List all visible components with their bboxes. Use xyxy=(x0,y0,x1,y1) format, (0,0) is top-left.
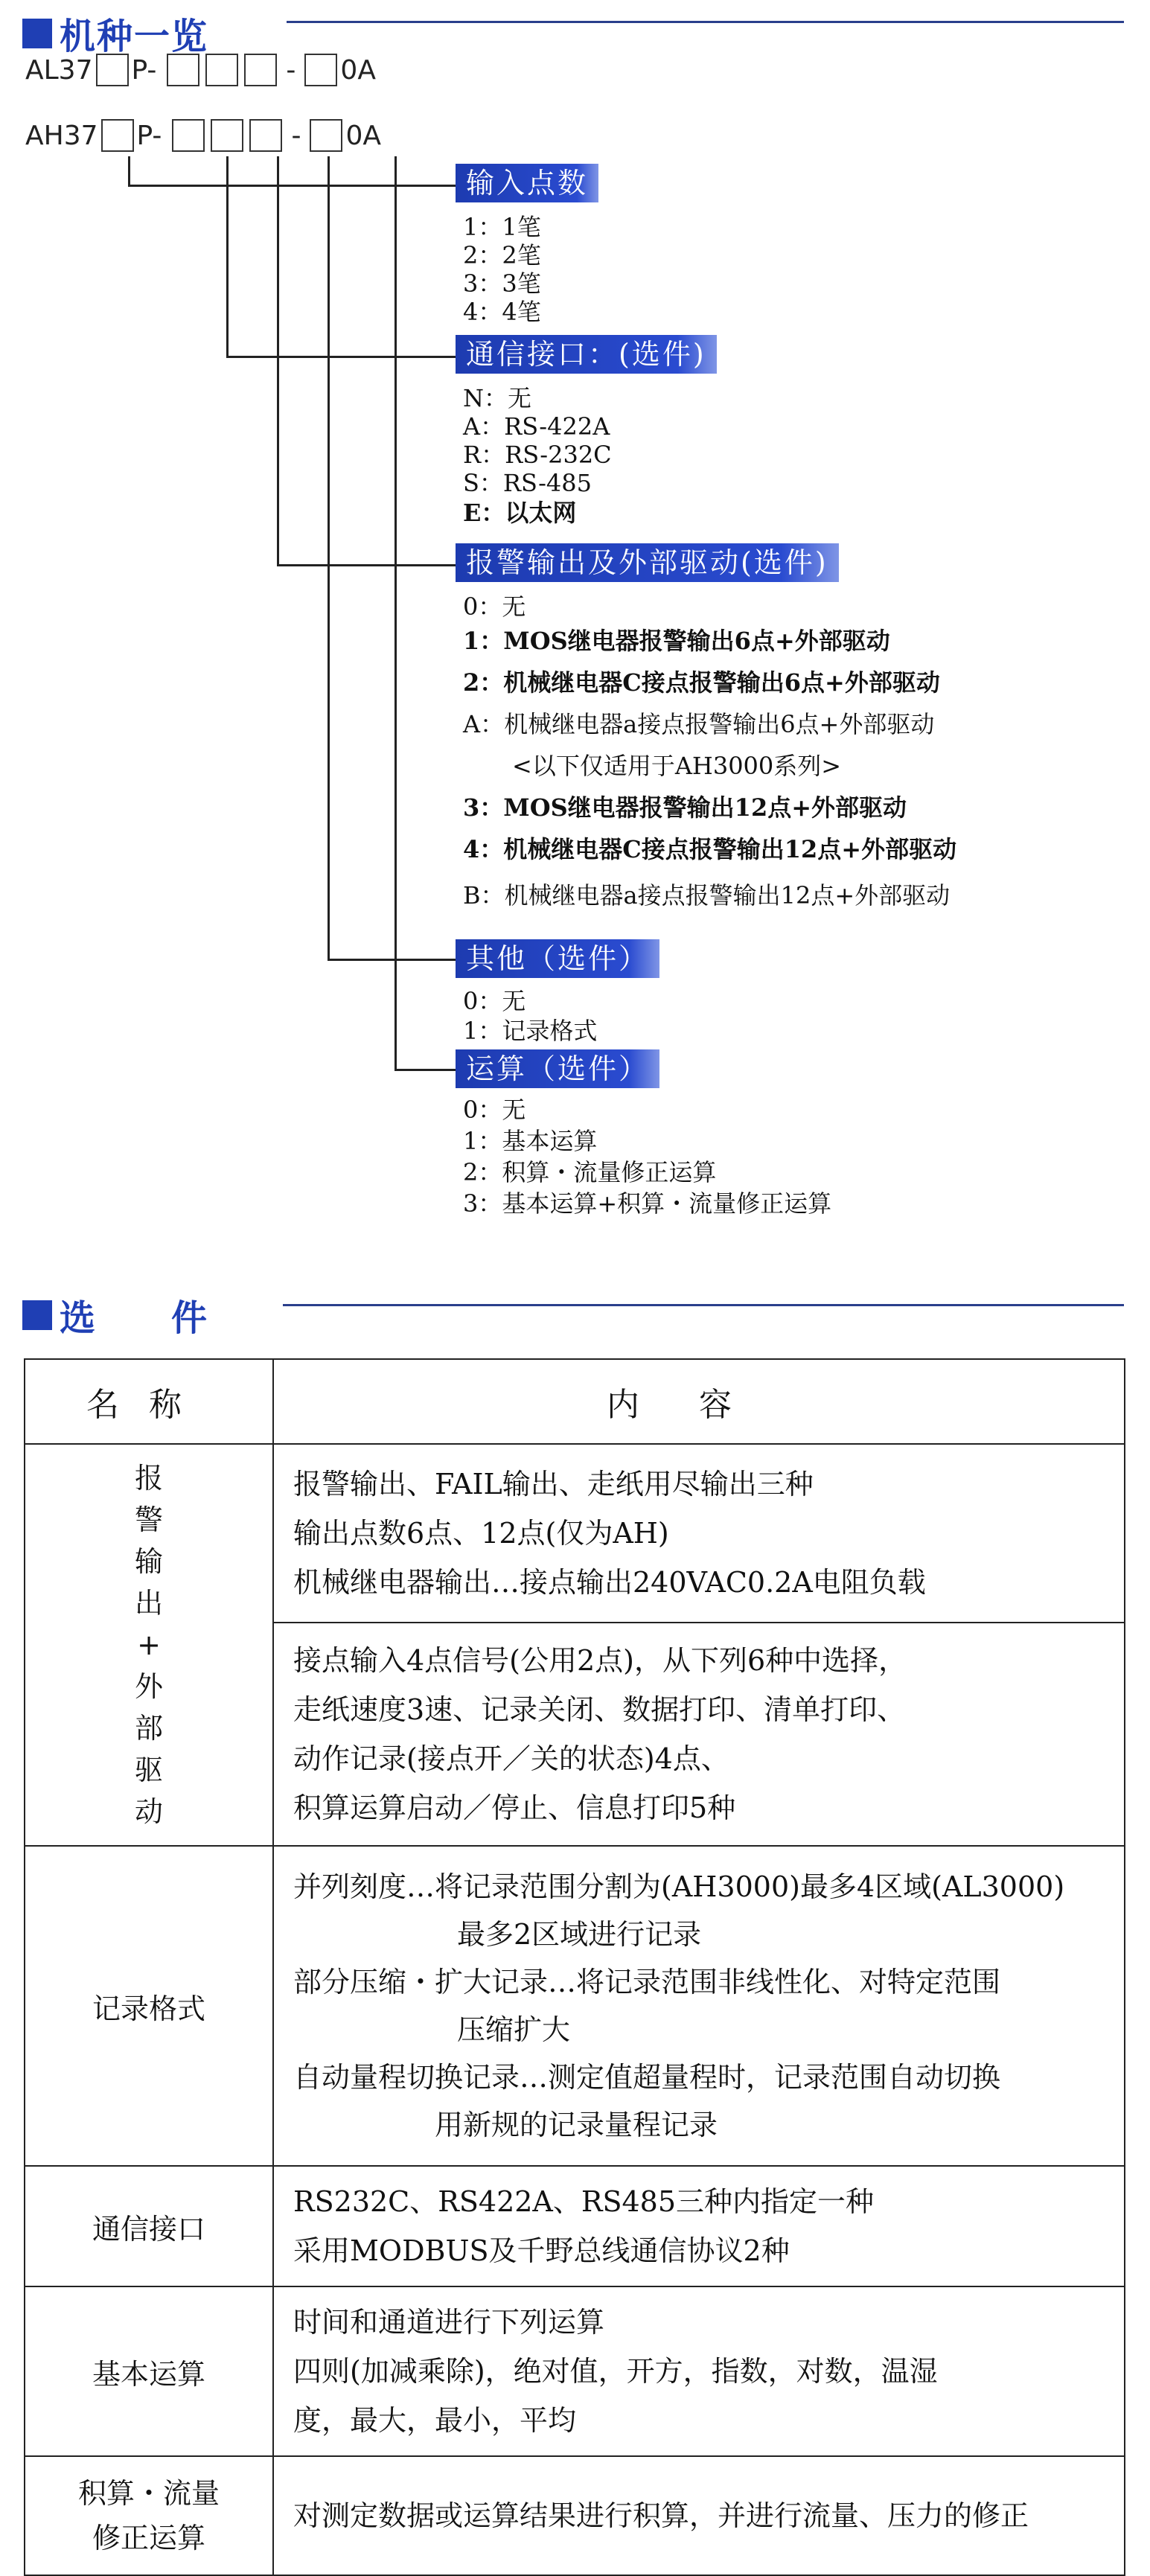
row-content xyxy=(273,2456,1125,2575)
row-content xyxy=(273,1444,1125,1623)
connector xyxy=(128,185,456,187)
section-square-icon xyxy=(22,1300,52,1330)
name-char: 输 xyxy=(134,1545,163,1578)
option: A：机械继电器a接点报警输出6点+外部驱动 xyxy=(463,710,935,738)
category-alarm-output: 报警输出及外部驱动(选件) xyxy=(456,543,839,582)
option: A：RS-422A xyxy=(463,412,610,441)
option: 1：基本运算 xyxy=(463,1127,598,1155)
row-content xyxy=(273,2166,1125,2286)
row-name-comm: 通信接口 xyxy=(25,2166,273,2286)
category-other: 其他（选件） xyxy=(456,939,659,978)
name-char: 出 xyxy=(134,1587,163,1620)
content-line: 自动量程切换记录…测定值超量程时，记录范围自动切换 xyxy=(293,2061,1001,2094)
table-header-row xyxy=(25,1359,1125,1444)
connector xyxy=(277,564,456,566)
model-list-title: 机种一览 xyxy=(60,16,209,57)
connector xyxy=(226,156,229,357)
table-row xyxy=(25,2286,1125,2456)
option: E：以太网 xyxy=(463,499,577,527)
header-name: 名称 xyxy=(25,1359,273,1444)
content-line: 部分压缩・扩大记录…将记录范围非线性化、对特定范围 xyxy=(293,1966,1001,1998)
name-char: 动 xyxy=(134,1795,163,1828)
model-list-header xyxy=(22,7,208,59)
content-line: RS232C、RS422A、RS485三种内指定一种 xyxy=(293,2185,875,2218)
code-box xyxy=(101,119,134,152)
content-line: 采用MODBUS及千野总线通信协议2种 xyxy=(293,2234,790,2267)
content-line: 积算运算启动／停止、信息打印5种 xyxy=(293,1792,736,1824)
content-line: 动作记录(接点开／关的状态)4点、 xyxy=(293,1742,729,1775)
options-header xyxy=(22,1289,208,1340)
name-char: 部 xyxy=(134,1712,163,1745)
model-code-ah37 xyxy=(25,119,381,152)
option: 4：4笔 xyxy=(463,298,541,326)
model-p: P- xyxy=(136,120,162,151)
table-row xyxy=(25,1846,1125,2166)
model-dash: - xyxy=(286,54,296,86)
model-prefix: AH37 xyxy=(25,120,98,151)
code-box xyxy=(304,54,337,86)
option: 4：机械继电器C接点报警输出12点+外部驱动 xyxy=(463,835,957,863)
header-divider xyxy=(283,1304,1124,1306)
content-line: 最多2区域进行记录 xyxy=(457,1918,702,1951)
option: 3：MOS继电器报警输出12点+外部驱动 xyxy=(463,793,907,822)
model-suffix: 0A xyxy=(345,120,381,151)
section-square-icon xyxy=(22,19,52,48)
name-char: 驱 xyxy=(134,1754,163,1786)
category-comm-interface: 通信接口：(选件) xyxy=(456,335,717,374)
table-row xyxy=(25,2456,1125,2575)
row-content xyxy=(273,1846,1125,2166)
content-line: 报警输出、FAIL输出、走纸用尽输出三种 xyxy=(293,1468,814,1500)
row-content xyxy=(273,1623,1125,1846)
content-line: 时间和通道进行下列运算 xyxy=(293,2306,605,2339)
model-prefix: AL37 xyxy=(25,54,93,86)
option: 0：无 xyxy=(463,592,526,621)
table-row xyxy=(25,1444,1125,1623)
code-box xyxy=(172,119,205,152)
code-box xyxy=(310,119,342,152)
option-note: <以下仅适用于AH3000系列> xyxy=(512,752,842,780)
connector xyxy=(226,356,456,358)
content-line: 对测定数据或运算结果进行积算，并进行流量、压力的修正 xyxy=(293,2499,1029,2532)
content-line: 机械继电器输出…接点输出240VAC0.2A电阻负载 xyxy=(293,1566,926,1599)
name-char: 报 xyxy=(134,1462,163,1495)
content-line: 并列刻度…将记录范围分割为(AH3000)最多4区域(AL3000) xyxy=(293,1870,1065,1903)
option: S：RS-485 xyxy=(463,469,592,497)
options-table xyxy=(24,1358,1125,2576)
content-line: 输出点数6点、12点(仅为AH) xyxy=(293,1517,669,1550)
row-name-integration xyxy=(25,2456,273,2575)
row-name-record-format: 记录格式 xyxy=(25,1846,273,2166)
option: R：RS-232C xyxy=(463,441,612,469)
connector xyxy=(128,156,130,186)
option: 2：机械继电器C接点报警输出6点+外部驱动 xyxy=(463,668,940,697)
options-title: 选 件 xyxy=(60,1297,209,1339)
code-box xyxy=(96,54,129,86)
row-content xyxy=(273,2286,1125,2456)
row-name-alarm xyxy=(25,1444,273,1846)
name-line: 积算・流量 xyxy=(77,2477,220,2510)
header-content: 内容 xyxy=(273,1359,1125,1444)
category-calculation: 运算（选件） xyxy=(456,1049,659,1088)
model-code-al37 xyxy=(25,54,376,86)
code-box xyxy=(167,54,199,86)
option: 0：无 xyxy=(463,987,526,1015)
connector xyxy=(328,959,456,961)
connector xyxy=(394,1069,456,1071)
row-name-basic-calc: 基本运算 xyxy=(25,2286,273,2456)
connector xyxy=(277,156,279,566)
option: 1：记录格式 xyxy=(463,1017,598,1045)
code-box xyxy=(249,119,282,152)
option: N：无 xyxy=(463,384,532,412)
code-box xyxy=(211,119,243,152)
content-line: 用新规的记录量程记录 xyxy=(435,2109,718,2141)
option: 2：2笔 xyxy=(463,241,541,269)
content-line: 度，最大，最小，平均 xyxy=(293,2404,577,2437)
header-divider xyxy=(287,21,1124,23)
model-suffix: 0A xyxy=(340,54,376,86)
content-line: 压缩扩大 xyxy=(457,2013,571,2046)
option: 0：无 xyxy=(463,1096,526,1124)
content-line: 接点输入4点信号(公用2点)，从下列6种中选择， xyxy=(293,1644,907,1677)
content-line: 四则(加减乘除)，绝对值，开方，指数，对数，温湿 xyxy=(293,2355,938,2388)
name-char: 警 xyxy=(134,1503,163,1536)
connector xyxy=(328,156,330,960)
model-p: P- xyxy=(131,54,157,86)
code-box xyxy=(205,54,238,86)
option: B：机械继电器a接点报警输出12点+外部驱动 xyxy=(463,881,951,910)
name-char: + xyxy=(137,1629,161,1661)
model-dash: - xyxy=(291,120,301,151)
option: 1：MOS继电器报警输出6点+外部驱动 xyxy=(463,627,890,655)
content-line: 走纸速度3速、记录关闭、数据打印、清单打印、 xyxy=(293,1693,906,1726)
option: 3：基本运算+积算・流量修正运算 xyxy=(463,1189,832,1218)
code-box xyxy=(244,54,277,86)
connector xyxy=(394,156,397,1070)
table-row xyxy=(25,2166,1125,2286)
name-char: 外 xyxy=(134,1670,163,1703)
option: 2：积算・流量修正运算 xyxy=(463,1158,717,1186)
option: 3：3笔 xyxy=(463,269,541,298)
option: 1：1笔 xyxy=(463,213,541,241)
name-line: 修正运算 xyxy=(92,2522,205,2554)
category-input-points: 输入点数 xyxy=(456,164,598,202)
